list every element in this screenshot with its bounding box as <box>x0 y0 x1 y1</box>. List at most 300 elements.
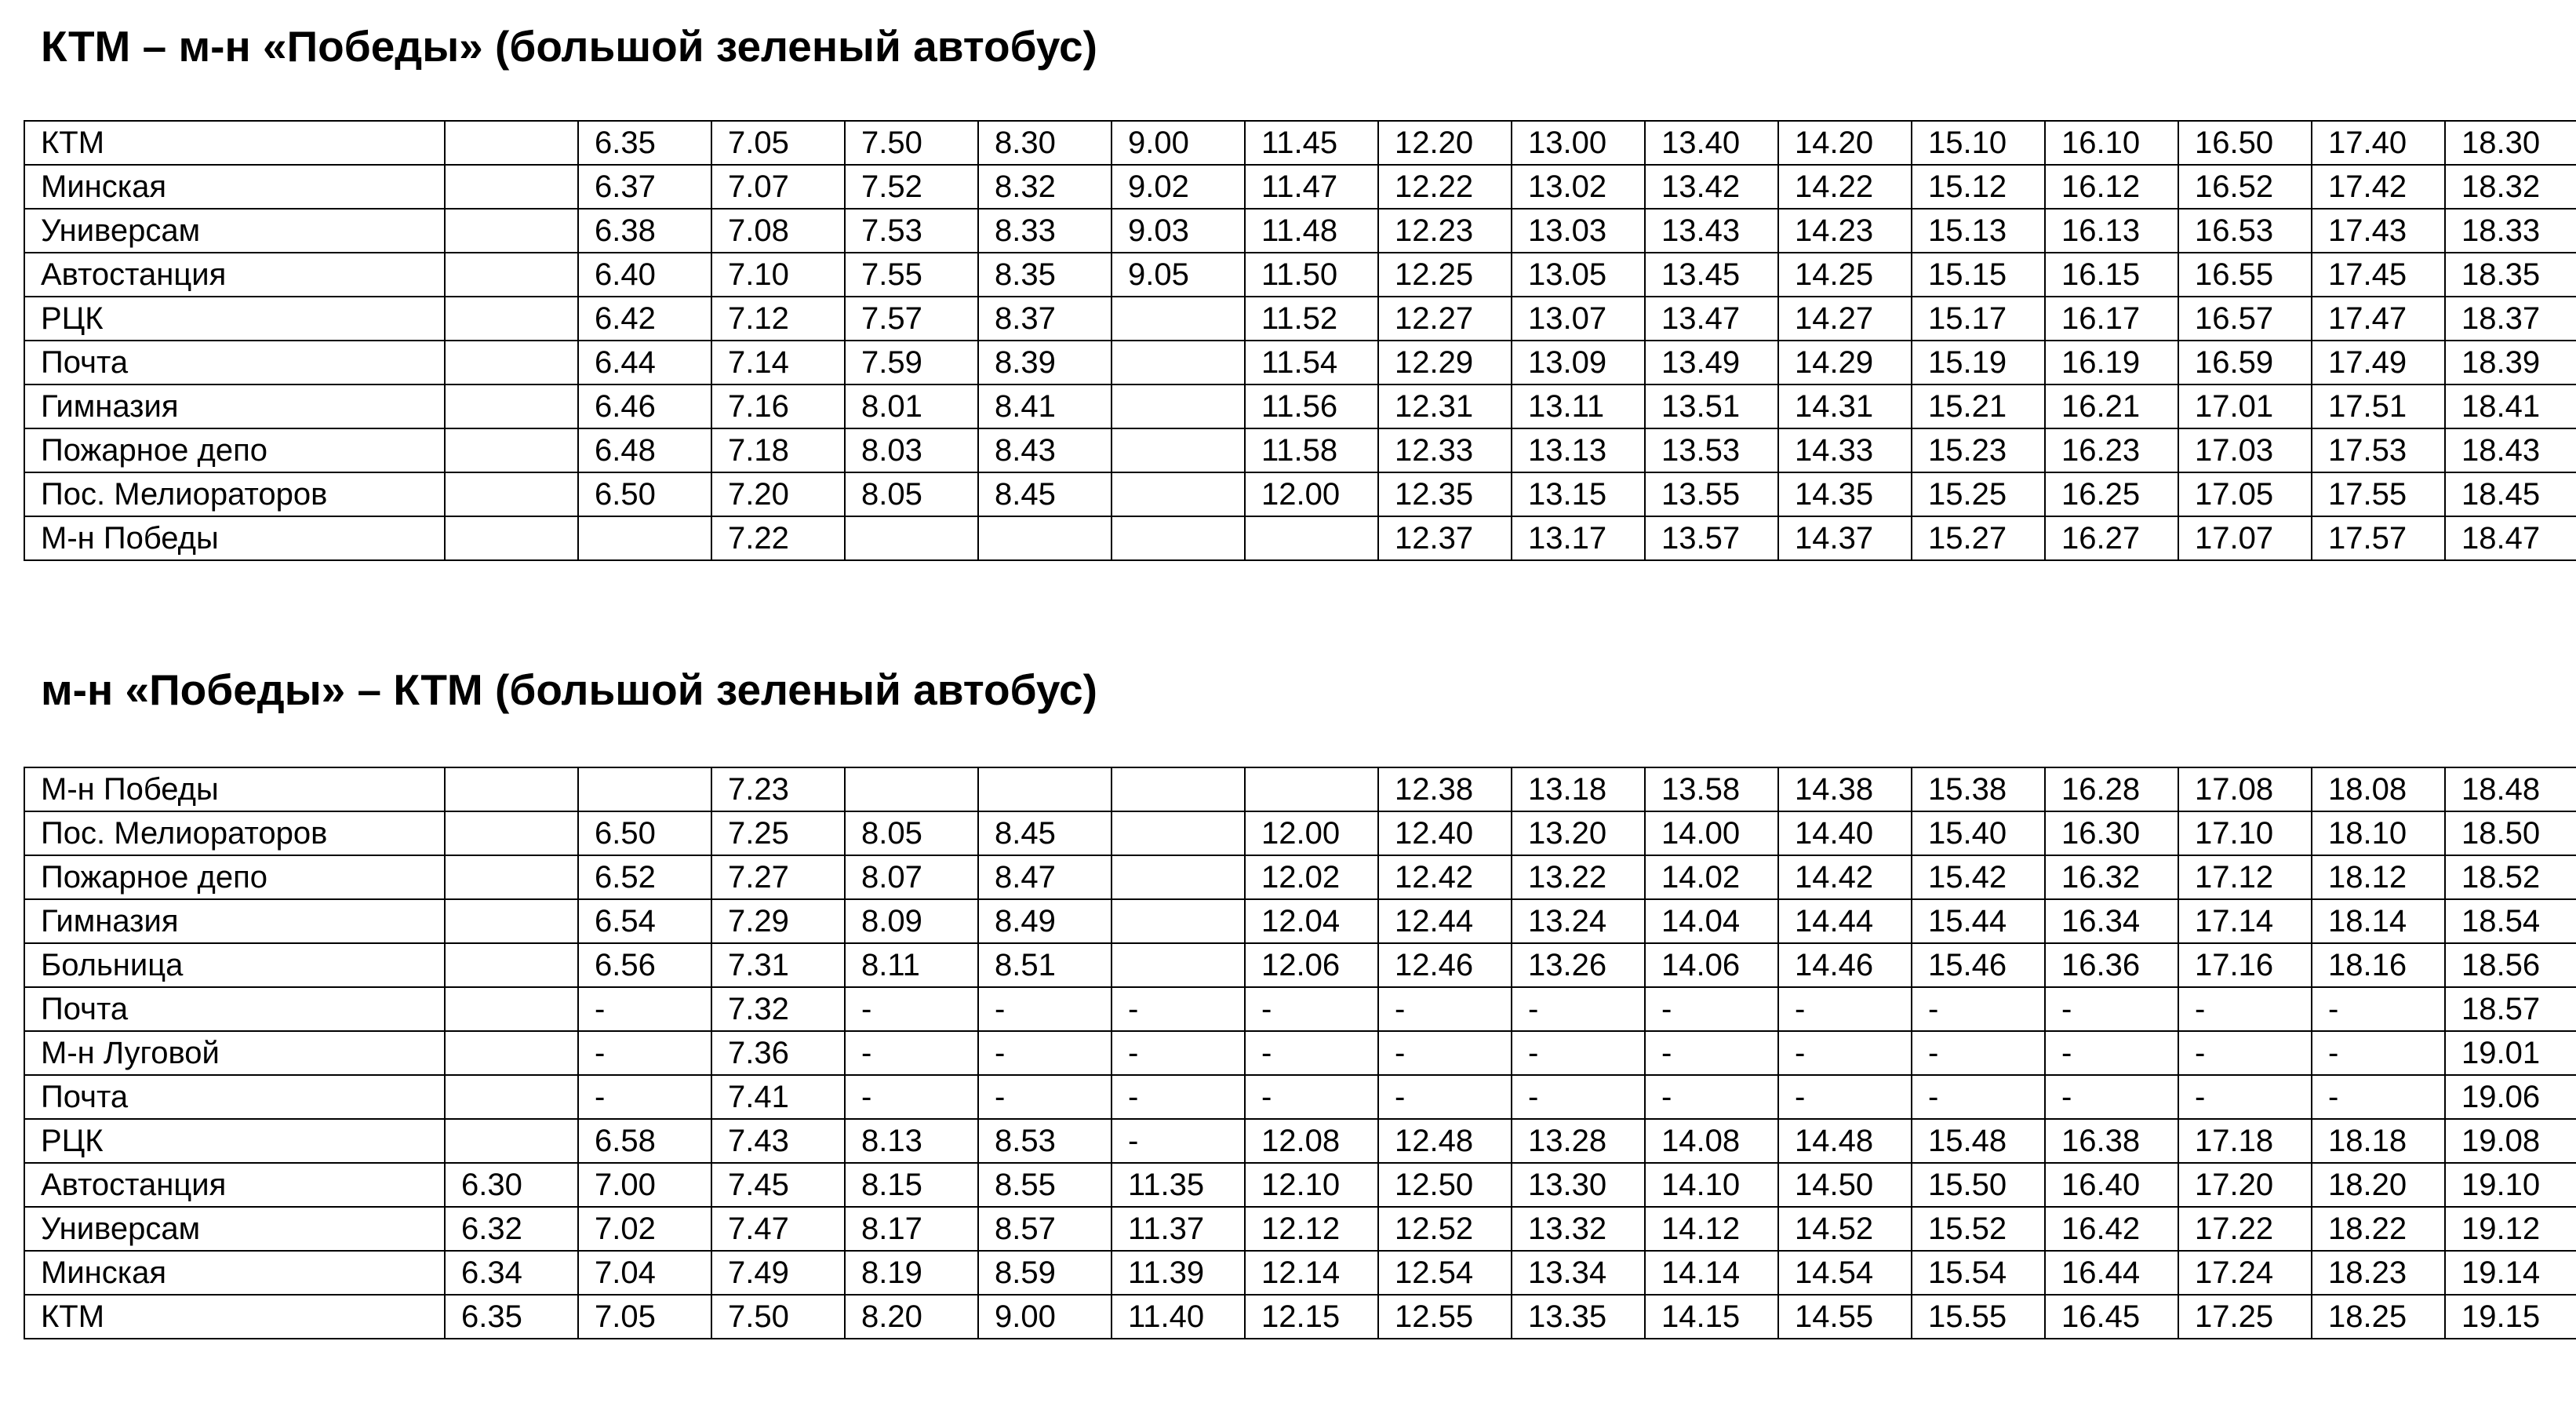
departure-time-cell: 6.50 <box>578 811 711 855</box>
departure-time-cell: 12.29 <box>1378 341 1512 384</box>
departure-time-cell: 12.12 <box>1245 1207 1378 1251</box>
departure-time-cell: 18.57 <box>2445 987 2576 1031</box>
departure-time-cell: 11.50 <box>1245 253 1378 297</box>
departure-time-cell: 7.25 <box>711 811 845 855</box>
departure-time-cell: 17.25 <box>2178 1295 2312 1339</box>
departure-time-cell: - <box>978 1031 1112 1075</box>
departure-time-cell <box>445 1075 578 1119</box>
departure-time-cell: 7.52 <box>845 165 978 209</box>
departure-time-cell: 18.32 <box>2445 165 2576 209</box>
table-row <box>24 209 2576 253</box>
departure-time-cell: 17.10 <box>2178 811 2312 855</box>
departure-time-cell: 13.26 <box>1512 943 1645 987</box>
departure-time-cell <box>1112 428 1245 472</box>
departure-time-cell: 18.33 <box>2445 209 2576 253</box>
stop-name-cell: Почта <box>24 341 445 384</box>
departure-time-cell <box>445 943 578 987</box>
table-row <box>24 899 2576 943</box>
departure-time-cell: 17.01 <box>2178 384 2312 428</box>
departure-time-cell: 7.50 <box>845 121 978 165</box>
departure-time-cell: 14.29 <box>1778 341 1912 384</box>
departure-time-cell: 13.49 <box>1645 341 1778 384</box>
departure-time-cell: 14.06 <box>1645 943 1778 987</box>
departure-time-cell: 19.08 <box>2445 1119 2576 1163</box>
departure-time-cell: 13.02 <box>1512 165 1645 209</box>
departure-time-cell: 15.13 <box>1912 209 2045 253</box>
departure-time-cell: 13.18 <box>1512 767 1645 811</box>
departure-time-cell: - <box>2045 1075 2178 1119</box>
departure-time-cell: 6.54 <box>578 899 711 943</box>
departure-time-cell: 8.03 <box>845 428 978 472</box>
departure-time-cell: 8.35 <box>978 253 1112 297</box>
departure-time-cell: 18.56 <box>2445 943 2576 987</box>
departure-time-cell: 6.44 <box>578 341 711 384</box>
stop-name-cell: Универсам <box>24 209 445 253</box>
departure-time-cell: 15.44 <box>1912 899 2045 943</box>
departure-time-cell: 18.35 <box>2445 253 2576 297</box>
departure-time-cell: 18.12 <box>2312 855 2445 899</box>
departure-time-cell: 6.52 <box>578 855 711 899</box>
departure-time-cell: 12.25 <box>1378 253 1512 297</box>
departure-time-cell: 9.00 <box>1112 121 1245 165</box>
departure-time-cell: 14.20 <box>1778 121 1912 165</box>
departure-time-cell: 14.40 <box>1778 811 1912 855</box>
table-row <box>24 1075 2576 1119</box>
table-row <box>24 1251 2576 1295</box>
departure-time-cell: 8.55 <box>978 1163 1112 1207</box>
departure-time-cell: 7.22 <box>711 516 845 560</box>
departure-time-cell: - <box>845 987 978 1031</box>
departure-time-cell: 18.48 <box>2445 767 2576 811</box>
departure-time-cell: - <box>1512 1075 1645 1119</box>
departure-time-cell: 13.24 <box>1512 899 1645 943</box>
table-row <box>24 472 2576 516</box>
departure-time-cell: 8.37 <box>978 297 1112 341</box>
departure-time-cell: 7.29 <box>711 899 845 943</box>
departure-time-cell: 12.42 <box>1378 855 1512 899</box>
departure-time-cell: 18.22 <box>2312 1207 2445 1251</box>
departure-time-cell <box>1112 472 1245 516</box>
departure-time-cell: 16.50 <box>2178 121 2312 165</box>
departure-time-cell: 17.20 <box>2178 1163 2312 1207</box>
stop-name-cell: РЦК <box>24 1119 445 1163</box>
departure-time-cell <box>445 165 578 209</box>
departure-time-cell: 13.57 <box>1645 516 1778 560</box>
departure-time-cell: 13.03 <box>1512 209 1645 253</box>
departure-time-cell: 8.19 <box>845 1251 978 1295</box>
departure-time-cell: 14.23 <box>1778 209 1912 253</box>
departure-time-cell: - <box>1378 1031 1512 1075</box>
departure-time-cell <box>445 899 578 943</box>
table-row <box>24 253 2576 297</box>
departure-time-cell: - <box>2045 1031 2178 1075</box>
departure-time-cell: 17.42 <box>2312 165 2445 209</box>
departure-time-cell: 12.10 <box>1245 1163 1378 1207</box>
stop-name-cell: Больница <box>24 943 445 987</box>
departure-time-cell: 13.13 <box>1512 428 1645 472</box>
departure-time-cell: - <box>1778 1031 1912 1075</box>
departure-time-cell <box>445 472 578 516</box>
departure-time-cell: 8.33 <box>978 209 1112 253</box>
table-row <box>24 811 2576 855</box>
departure-time-cell: 12.00 <box>1245 472 1378 516</box>
departure-time-cell <box>1112 811 1245 855</box>
departure-time-cell: 12.00 <box>1245 811 1378 855</box>
departure-time-cell: 14.52 <box>1778 1207 1912 1251</box>
departure-time-cell: 16.13 <box>2045 209 2178 253</box>
departure-time-cell: - <box>978 987 1112 1031</box>
departure-time-cell: 8.05 <box>845 472 978 516</box>
departure-time-cell: 13.22 <box>1512 855 1645 899</box>
departure-time-cell: - <box>1245 1075 1378 1119</box>
departure-time-cell <box>1112 767 1245 811</box>
departure-time-cell <box>1112 516 1245 560</box>
stop-name-cell: Гимназия <box>24 384 445 428</box>
departure-time-cell: 16.21 <box>2045 384 2178 428</box>
departure-time-cell: 13.28 <box>1512 1119 1645 1163</box>
departure-time-cell: 13.05 <box>1512 253 1645 297</box>
departure-time-cell: 18.47 <box>2445 516 2576 560</box>
departure-time-cell: - <box>2178 1075 2312 1119</box>
table-row <box>24 1295 2576 1339</box>
departure-time-cell: 11.45 <box>1245 121 1378 165</box>
departure-time-cell <box>1112 341 1245 384</box>
table-row <box>24 428 2576 472</box>
departure-time-cell: 15.23 <box>1912 428 2045 472</box>
departure-time-cell: 12.23 <box>1378 209 1512 253</box>
departure-time-cell: - <box>2178 1031 2312 1075</box>
departure-time-cell: 17.03 <box>2178 428 2312 472</box>
departure-time-cell: 9.03 <box>1112 209 1245 253</box>
departure-time-cell <box>978 767 1112 811</box>
departure-time-cell: 16.57 <box>2178 297 2312 341</box>
departure-time-cell <box>845 516 978 560</box>
departure-time-cell <box>845 767 978 811</box>
departure-time-cell: 16.34 <box>2045 899 2178 943</box>
departure-time-cell: 14.46 <box>1778 943 1912 987</box>
departure-time-cell: 15.48 <box>1912 1119 2045 1163</box>
stop-name-cell: Минская <box>24 165 445 209</box>
departure-time-cell: 7.20 <box>711 472 845 516</box>
departure-time-cell: 12.54 <box>1378 1251 1512 1295</box>
table-row <box>24 165 2576 209</box>
departure-time-cell: - <box>1245 987 1378 1031</box>
departure-time-cell: 18.50 <box>2445 811 2576 855</box>
departure-time-cell <box>578 516 711 560</box>
departure-time-cell: 12.38 <box>1378 767 1512 811</box>
schedule-title-return: м-н «Победы» – КТМ (большой зеленый автобус) <box>41 665 1097 714</box>
departure-time-cell: 8.13 <box>845 1119 978 1163</box>
departure-time-cell: 18.08 <box>2312 767 2445 811</box>
departure-time-cell: 16.52 <box>2178 165 2312 209</box>
table-row <box>24 767 2576 811</box>
departure-time-cell: 12.52 <box>1378 1207 1512 1251</box>
departure-time-cell: - <box>1112 987 1245 1031</box>
departure-time-cell: 18.43 <box>2445 428 2576 472</box>
departure-time-cell: 8.39 <box>978 341 1112 384</box>
stop-name-cell: Универсам <box>24 1207 445 1251</box>
departure-time-cell: - <box>1512 987 1645 1031</box>
departure-time-cell: 14.31 <box>1778 384 1912 428</box>
departure-time-cell: 18.18 <box>2312 1119 2445 1163</box>
departure-time-cell: 17.45 <box>2312 253 2445 297</box>
departure-time-cell: - <box>1778 1075 1912 1119</box>
departure-time-cell: 12.40 <box>1378 811 1512 855</box>
departure-time-cell: 6.50 <box>578 472 711 516</box>
stop-name-cell: КТМ <box>24 1295 445 1339</box>
departure-time-cell: 18.37 <box>2445 297 2576 341</box>
departure-time-cell: 15.38 <box>1912 767 2045 811</box>
departure-time-cell: 13.17 <box>1512 516 1645 560</box>
departure-time-cell: 11.58 <box>1245 428 1378 472</box>
departure-time-cell: 17.18 <box>2178 1119 2312 1163</box>
departure-time-cell: 7.55 <box>845 253 978 297</box>
departure-time-cell: 11.39 <box>1112 1251 1245 1295</box>
departure-time-cell: 6.35 <box>445 1295 578 1339</box>
departure-time-cell: 16.32 <box>2045 855 2178 899</box>
departure-time-cell: 14.27 <box>1778 297 1912 341</box>
departure-time-cell: 13.42 <box>1645 165 1778 209</box>
departure-time-cell: 14.35 <box>1778 472 1912 516</box>
departure-time-cell: 17.53 <box>2312 428 2445 472</box>
departure-time-cell: 8.32 <box>978 165 1112 209</box>
departure-time-cell: 14.12 <box>1645 1207 1778 1251</box>
departure-time-cell: 7.02 <box>578 1207 711 1251</box>
stop-name-cell: Почта <box>24 987 445 1031</box>
departure-time-cell: 17.49 <box>2312 341 2445 384</box>
departure-time-cell: 9.00 <box>978 1295 1112 1339</box>
departure-time-cell: 6.32 <box>445 1207 578 1251</box>
departure-time-cell: 12.33 <box>1378 428 1512 472</box>
departure-time-cell: 18.25 <box>2312 1295 2445 1339</box>
departure-time-cell: 13.45 <box>1645 253 1778 297</box>
departure-time-cell: 6.46 <box>578 384 711 428</box>
departure-time-cell: 17.43 <box>2312 209 2445 253</box>
departure-time-cell: 6.42 <box>578 297 711 341</box>
departure-time-cell <box>1112 855 1245 899</box>
departure-time-cell: 13.58 <box>1645 767 1778 811</box>
stop-name-cell: Пос. Мелиораторов <box>24 811 445 855</box>
departure-time-cell: 7.08 <box>711 209 845 253</box>
departure-time-cell: 15.15 <box>1912 253 2045 297</box>
departure-time-cell <box>1112 943 1245 987</box>
departure-time-cell: 13.30 <box>1512 1163 1645 1207</box>
departure-time-cell: 8.53 <box>978 1119 1112 1163</box>
departure-time-cell: - <box>578 1031 711 1075</box>
departure-time-cell <box>445 428 578 472</box>
departure-time-cell: 6.37 <box>578 165 711 209</box>
table-row <box>24 1031 2576 1075</box>
departure-time-cell: 16.28 <box>2045 767 2178 811</box>
departure-time-cell: 8.57 <box>978 1207 1112 1251</box>
departure-time-cell: 16.23 <box>2045 428 2178 472</box>
departure-time-cell: - <box>2312 1031 2445 1075</box>
departure-time-cell: 16.12 <box>2045 165 2178 209</box>
departure-time-cell: 17.55 <box>2312 472 2445 516</box>
departure-time-cell: - <box>1378 1075 1512 1119</box>
table-row <box>24 121 2576 165</box>
departure-time-cell: 18.10 <box>2312 811 2445 855</box>
stop-name-cell: Автостанция <box>24 253 445 297</box>
departure-time-cell: 7.45 <box>711 1163 845 1207</box>
departure-time-cell: 13.15 <box>1512 472 1645 516</box>
departure-time-cell: 18.23 <box>2312 1251 2445 1295</box>
departure-time-cell: - <box>1512 1031 1645 1075</box>
departure-time-cell: - <box>1112 1075 1245 1119</box>
departure-time-cell: 18.41 <box>2445 384 2576 428</box>
table-row <box>24 855 2576 899</box>
departure-time-cell: - <box>1378 987 1512 1031</box>
departure-time-cell: 17.57 <box>2312 516 2445 560</box>
departure-time-cell: 16.45 <box>2045 1295 2178 1339</box>
departure-time-cell: - <box>1112 1119 1245 1163</box>
departure-time-cell: 17.47 <box>2312 297 2445 341</box>
departure-time-cell: 7.36 <box>711 1031 845 1075</box>
departure-time-cell: - <box>1645 987 1778 1031</box>
departure-time-cell: 12.48 <box>1378 1119 1512 1163</box>
stop-name-cell: КТМ <box>24 121 445 165</box>
departure-time-cell <box>1112 384 1245 428</box>
departure-time-cell: 8.01 <box>845 384 978 428</box>
departure-time-cell: - <box>1645 1031 1778 1075</box>
departure-time-cell <box>445 516 578 560</box>
departure-time-cell <box>445 253 578 297</box>
departure-time-cell: - <box>578 987 711 1031</box>
departure-time-cell: 13.35 <box>1512 1295 1645 1339</box>
departure-time-cell: 6.38 <box>578 209 711 253</box>
stop-name-cell: Пос. Мелиораторов <box>24 472 445 516</box>
departure-time-cell: 18.52 <box>2445 855 2576 899</box>
departure-time-cell: 6.35 <box>578 121 711 165</box>
departure-time-cell: 11.54 <box>1245 341 1378 384</box>
departure-time-cell: 14.55 <box>1778 1295 1912 1339</box>
departure-time-cell: 11.37 <box>1112 1207 1245 1251</box>
departure-time-cell: 8.47 <box>978 855 1112 899</box>
departure-time-cell: 8.09 <box>845 899 978 943</box>
departure-time-cell: 12.50 <box>1378 1163 1512 1207</box>
departure-time-cell: 11.47 <box>1245 165 1378 209</box>
departure-time-cell: 16.44 <box>2045 1251 2178 1295</box>
departure-time-cell: - <box>2312 1075 2445 1119</box>
departure-time-cell <box>1245 767 1378 811</box>
departure-time-cell: 12.46 <box>1378 943 1512 987</box>
departure-time-cell: 16.53 <box>2178 209 2312 253</box>
departure-time-cell: 12.04 <box>1245 899 1378 943</box>
departure-time-cell <box>445 987 578 1031</box>
departure-time-cell: 15.42 <box>1912 855 2045 899</box>
departure-time-cell: - <box>1778 987 1912 1031</box>
departure-time-cell: 18.54 <box>2445 899 2576 943</box>
departure-time-cell: 8.49 <box>978 899 1112 943</box>
departure-time-cell: 12.37 <box>1378 516 1512 560</box>
departure-time-cell: - <box>2178 987 2312 1031</box>
departure-time-cell: 8.17 <box>845 1207 978 1251</box>
departure-time-cell <box>978 516 1112 560</box>
departure-time-cell: 8.15 <box>845 1163 978 1207</box>
departure-time-cell: - <box>1245 1031 1378 1075</box>
departure-time-cell: 12.08 <box>1245 1119 1378 1163</box>
departure-time-cell: 12.14 <box>1245 1251 1378 1295</box>
stop-name-cell: М-н Луговой <box>24 1031 445 1075</box>
departure-time-cell: 11.40 <box>1112 1295 1245 1339</box>
departure-time-cell: 8.45 <box>978 472 1112 516</box>
departure-time-cell: 8.51 <box>978 943 1112 987</box>
departure-time-cell: 16.59 <box>2178 341 2312 384</box>
departure-time-cell: 7.05 <box>711 121 845 165</box>
departure-time-cell: 16.40 <box>2045 1163 2178 1207</box>
departure-time-cell: 14.33 <box>1778 428 1912 472</box>
departure-time-cell: 12.22 <box>1378 165 1512 209</box>
departure-time-cell: 7.23 <box>711 767 845 811</box>
departure-time-cell: 19.10 <box>2445 1163 2576 1207</box>
departure-time-cell: 17.14 <box>2178 899 2312 943</box>
departure-time-cell: 7.14 <box>711 341 845 384</box>
departure-time-cell: - <box>2045 987 2178 1031</box>
departure-time-cell: 7.31 <box>711 943 845 987</box>
departure-time-cell: 8.05 <box>845 811 978 855</box>
departure-time-cell: 15.54 <box>1912 1251 2045 1295</box>
departure-time-cell: 7.57 <box>845 297 978 341</box>
departure-time-cell: 16.25 <box>2045 472 2178 516</box>
departure-time-cell: 17.12 <box>2178 855 2312 899</box>
departure-time-cell: 12.27 <box>1378 297 1512 341</box>
stop-name-cell: Почта <box>24 1075 445 1119</box>
departure-time-cell: 7.10 <box>711 253 845 297</box>
departure-time-cell: 17.05 <box>2178 472 2312 516</box>
departure-time-cell: 6.34 <box>445 1251 578 1295</box>
departure-time-cell: 17.22 <box>2178 1207 2312 1251</box>
departure-time-cell: 7.12 <box>711 297 845 341</box>
departure-time-cell: 17.08 <box>2178 767 2312 811</box>
departure-time-cell: 15.19 <box>1912 341 2045 384</box>
departure-time-cell <box>445 1031 578 1075</box>
departure-time-cell: 11.52 <box>1245 297 1378 341</box>
departure-time-cell: 15.52 <box>1912 1207 2045 1251</box>
departure-time-cell: - <box>1912 1075 2045 1119</box>
departure-time-cell: 6.40 <box>578 253 711 297</box>
departure-time-cell: 15.21 <box>1912 384 2045 428</box>
departure-time-cell: 15.27 <box>1912 516 2045 560</box>
departure-time-cell: 14.38 <box>1778 767 1912 811</box>
departure-time-cell: 7.32 <box>711 987 845 1031</box>
departure-time-cell: 15.55 <box>1912 1295 2045 1339</box>
departure-time-cell: 13.00 <box>1512 121 1645 165</box>
departure-time-cell: 8.07 <box>845 855 978 899</box>
departure-time-cell: 14.22 <box>1778 165 1912 209</box>
departure-time-cell: 7.05 <box>578 1295 711 1339</box>
departure-time-cell: 19.12 <box>2445 1207 2576 1251</box>
departure-time-cell: 17.07 <box>2178 516 2312 560</box>
departure-time-cell: 8.45 <box>978 811 1112 855</box>
departure-time-cell: 15.12 <box>1912 165 2045 209</box>
departure-time-cell: 12.20 <box>1378 121 1512 165</box>
departure-time-cell: 16.55 <box>2178 253 2312 297</box>
departure-time-cell: 14.10 <box>1645 1163 1778 1207</box>
stop-name-cell: Минская <box>24 1251 445 1295</box>
table-row <box>24 1119 2576 1163</box>
stop-name-cell: М-н Победы <box>24 516 445 560</box>
departure-time-cell <box>445 209 578 253</box>
departure-time-cell <box>1112 899 1245 943</box>
departure-time-cell: 16.10 <box>2045 121 2178 165</box>
departure-time-cell: 18.16 <box>2312 943 2445 987</box>
departure-time-cell: 14.14 <box>1645 1251 1778 1295</box>
departure-time-cell: 12.02 <box>1245 855 1378 899</box>
departure-time-cell: 7.18 <box>711 428 845 472</box>
departure-time-cell: 8.43 <box>978 428 1112 472</box>
departure-time-cell: 19.06 <box>2445 1075 2576 1119</box>
departure-time-cell: 8.41 <box>978 384 1112 428</box>
